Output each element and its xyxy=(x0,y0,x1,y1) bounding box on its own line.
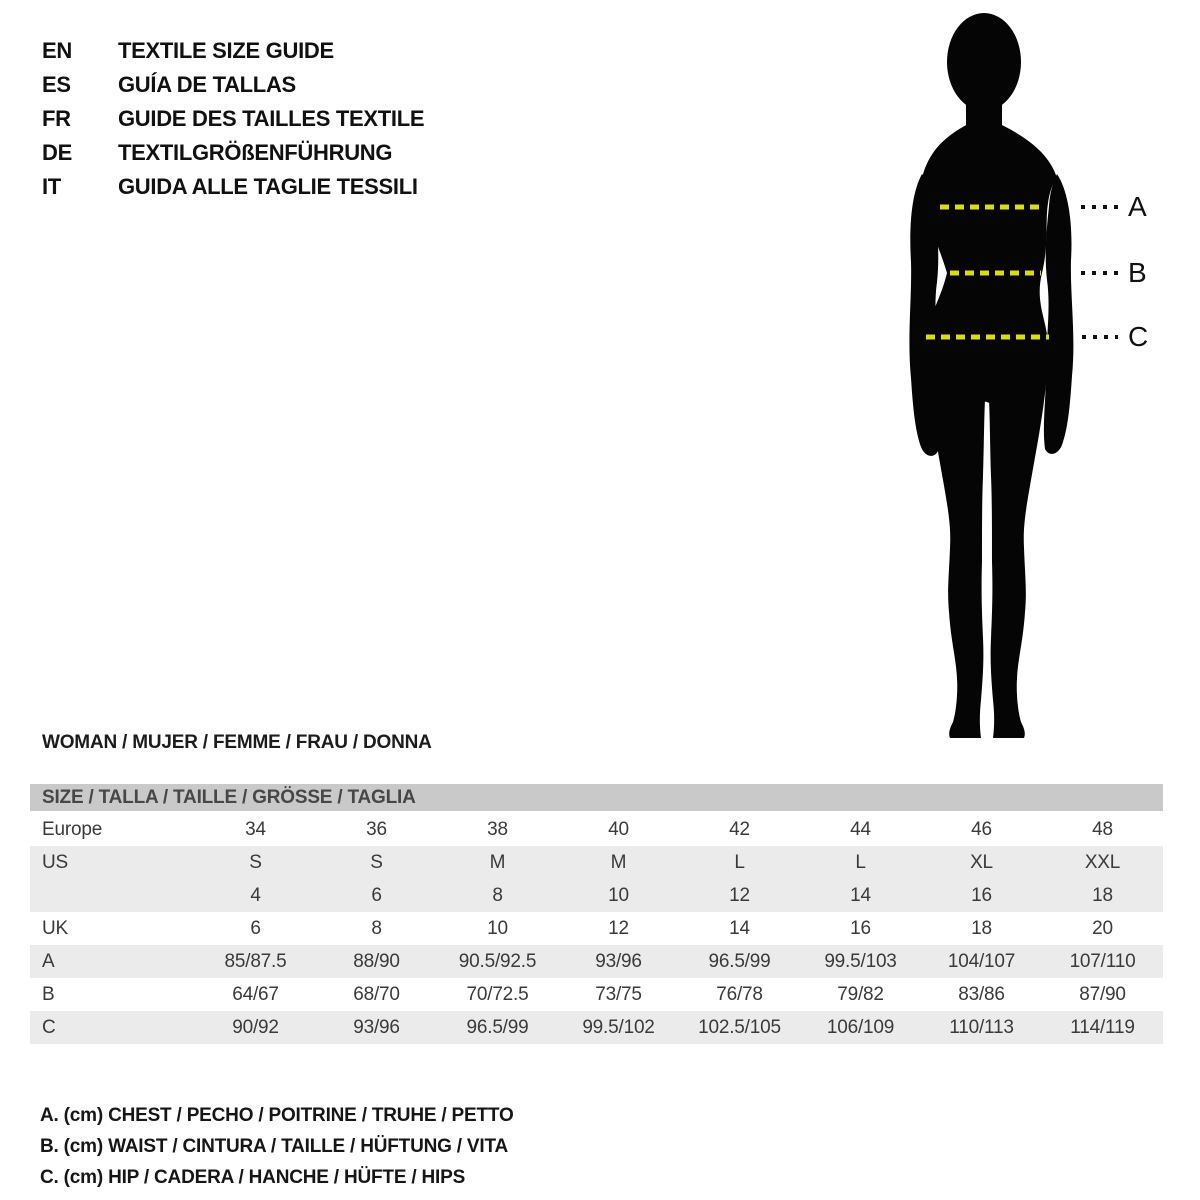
size-cell: 36 xyxy=(366,818,387,840)
silhouette-svg xyxy=(860,0,1200,760)
section-title: WOMAN / MUJER / FEMME / FRAU / DONNA xyxy=(42,732,432,753)
size-cell: 14 xyxy=(729,917,750,939)
size-cell: S xyxy=(370,851,383,873)
language-code: FR xyxy=(42,106,71,131)
title-row-fr xyxy=(42,102,424,136)
size-cell: 42 xyxy=(729,818,750,840)
row-label: B xyxy=(42,983,55,1005)
size-cell: 8 xyxy=(371,917,382,939)
size-cell: 6 xyxy=(250,917,261,939)
size-cell: 46 xyxy=(971,818,992,840)
title-text: GUIDA ALLE TAGLIE TESSILI xyxy=(118,174,418,199)
size-cell: 68/70 xyxy=(353,983,400,1005)
size-cell: 93/96 xyxy=(595,950,642,972)
woman-silhouette xyxy=(909,13,1073,738)
language-code: EN xyxy=(42,38,72,63)
size-cell: 12 xyxy=(608,917,629,939)
row-label: A xyxy=(42,950,55,972)
table-row-us-numeric xyxy=(30,879,1163,912)
size-table-header: SIZE / TALLA / TAILLE / GRÖSSE / TAGLIA xyxy=(30,784,1163,813)
size-cell: L xyxy=(734,851,745,873)
woman-silhouette-figure xyxy=(860,0,1200,760)
size-cell: 16 xyxy=(971,884,992,906)
size-cell: 12 xyxy=(729,884,750,906)
size-cell: 10 xyxy=(487,917,508,939)
size-cell: 99.5/103 xyxy=(824,950,897,972)
size-cell: 106/109 xyxy=(826,1016,895,1038)
size-cell: 76/78 xyxy=(716,983,763,1005)
title-row-es xyxy=(42,68,424,102)
size-cell: 14 xyxy=(850,884,871,906)
title-text: GUIDE DES TAILLES TEXTILE xyxy=(118,106,425,131)
measure-label-b: B xyxy=(1128,257,1147,288)
table-row-us xyxy=(30,846,1163,879)
size-cell: 44 xyxy=(850,818,871,840)
size-cell: 64/67 xyxy=(232,983,279,1005)
table-row-hip xyxy=(30,1011,1163,1044)
legend-line-chest: A. (cm) CHEST / PECHO / POITRINE / TRUHE / PETTO xyxy=(40,1104,514,1126)
title-row-en xyxy=(42,34,424,68)
row-label: UK xyxy=(42,917,68,939)
measure-label-c: C xyxy=(1128,321,1149,352)
legend-line-waist: B. (cm) WAIST / CINTURA / TAILLE / HÜFTUNG / VITA xyxy=(40,1135,508,1157)
size-cell: 87/90 xyxy=(1079,983,1126,1005)
title-text: TEXTILGRÖßENFÜHRUNG xyxy=(118,140,393,165)
table-row-europe xyxy=(30,813,1163,846)
size-cell: 90.5/92.5 xyxy=(458,950,537,972)
size-cell: 96.5/99 xyxy=(466,1016,529,1038)
size-cell: 70/72.5 xyxy=(466,983,529,1005)
size-cell: 73/75 xyxy=(595,983,642,1005)
size-cell: L xyxy=(855,851,866,873)
size-cell: 114/119 xyxy=(1070,1016,1135,1038)
size-cell: 90/92 xyxy=(232,1016,279,1038)
size-cell: 38 xyxy=(487,818,508,840)
size-cell: 6 xyxy=(371,884,382,906)
size-cell: 20 xyxy=(1092,917,1113,939)
size-cell: 93/96 xyxy=(353,1016,400,1038)
size-cell: 107/110 xyxy=(1069,950,1136,972)
size-cell: S xyxy=(249,851,262,873)
size-cell: 40 xyxy=(608,818,629,840)
size-cell: 18 xyxy=(1092,884,1113,906)
title-text: TEXTILE SIZE GUIDE xyxy=(118,38,334,63)
size-cell: 10 xyxy=(608,884,629,906)
size-cell: XL xyxy=(970,851,993,873)
measure-label-a: A xyxy=(1128,191,1147,222)
size-cell: 8 xyxy=(492,884,503,906)
row-label: Europe xyxy=(42,818,103,840)
size-cell: 96.5/99 xyxy=(708,950,771,972)
title-row-de xyxy=(42,136,424,170)
size-cell: 79/82 xyxy=(837,983,884,1005)
row-label xyxy=(30,879,195,912)
row-label: US xyxy=(42,851,68,873)
language-code: ES xyxy=(42,72,71,97)
size-cell: 102.5/105 xyxy=(698,1016,781,1038)
row-label: C xyxy=(42,1016,56,1038)
size-cell: 18 xyxy=(971,917,992,939)
title-row-it xyxy=(42,170,424,204)
size-cell: XXL xyxy=(1084,851,1121,873)
size-cell: 4 xyxy=(250,884,261,906)
language-title-block xyxy=(42,34,424,204)
size-cell: 99.5/102 xyxy=(582,1016,655,1038)
size-cell: 104/107 xyxy=(947,950,1016,972)
title-text: GUÍA DE TALLAS xyxy=(118,72,296,97)
size-cell: 85/87.5 xyxy=(224,950,287,972)
size-cell: 48 xyxy=(1092,818,1113,840)
size-cell: M xyxy=(610,851,627,873)
legend-line-hip: C. (cm) HIP / CADERA / HANCHE / HÜFTE / HIPS xyxy=(40,1166,466,1188)
measurement-legend xyxy=(40,1100,514,1193)
size-table xyxy=(30,784,1163,1044)
size-cell: 88/90 xyxy=(353,950,400,972)
table-row-chest xyxy=(30,945,1163,978)
table-row-uk xyxy=(30,912,1163,945)
size-cell: 16 xyxy=(850,917,871,939)
table-row-waist xyxy=(30,978,1163,1011)
language-code: DE xyxy=(42,140,72,165)
size-cell: 110/113 xyxy=(949,1016,1014,1038)
size-cell: 34 xyxy=(245,818,266,840)
language-code: IT xyxy=(42,174,61,199)
size-cell: 83/86 xyxy=(958,983,1005,1005)
size-cell: M xyxy=(489,851,506,873)
